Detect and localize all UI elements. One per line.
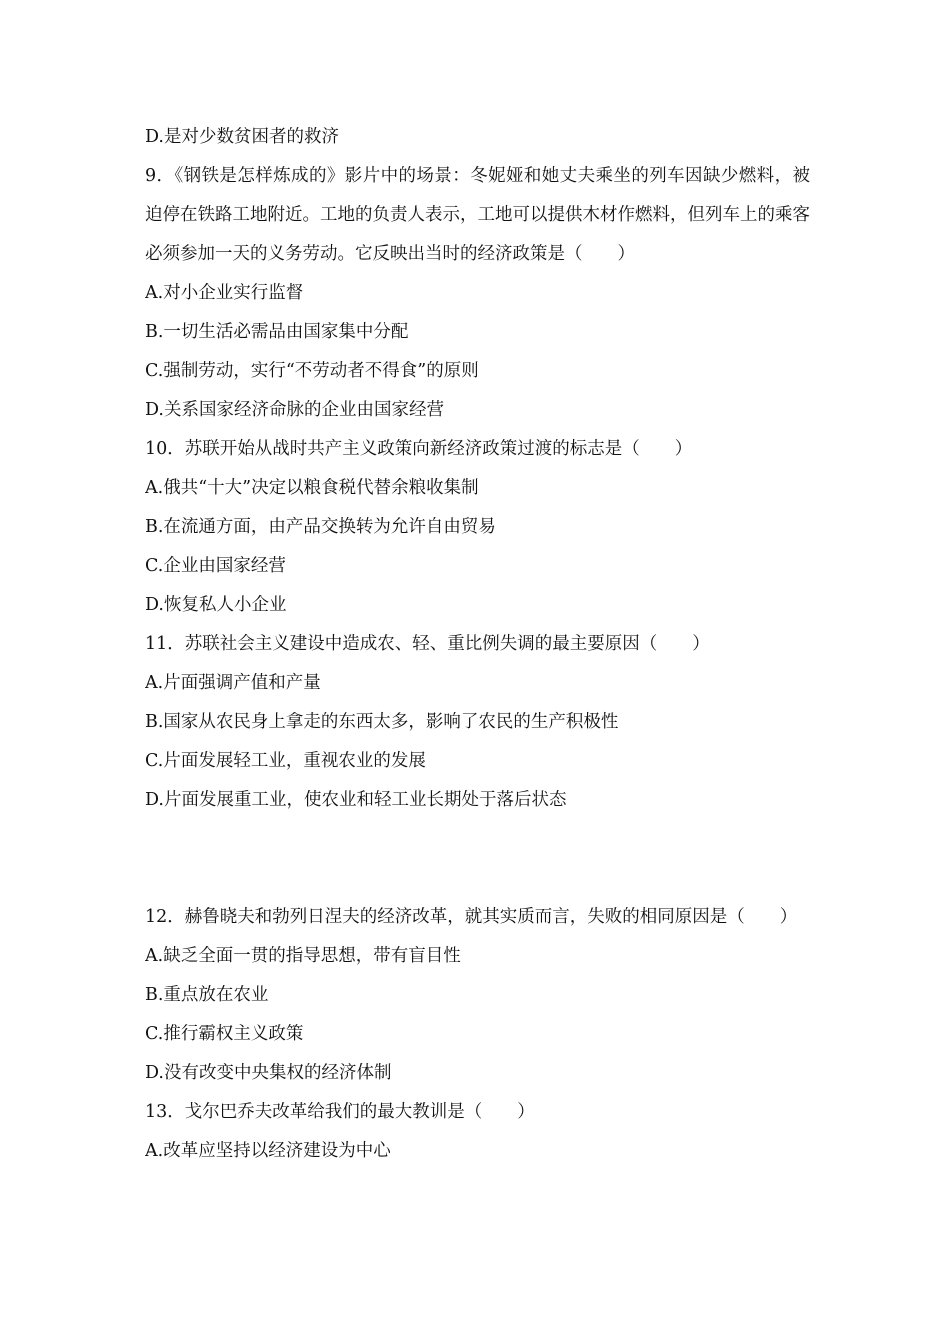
q10-option-b: B.在流通方面，由产品交换转为允许自由贸易 [145, 517, 496, 537]
q8-option-d: D.是对少数贫困者的救济 [145, 127, 339, 147]
q10-option-d: D.恢复私人小企业 [145, 595, 287, 615]
q12-option-c: C.推行霸权主义政策 [145, 1024, 304, 1044]
exam-page [145, 118, 810, 1171]
section-spacer [145, 820, 810, 898]
q12-stem: 12．赫鲁晓夫和勃列日涅夫的经济改革，就其实质而言，失败的相同原因是（ ） [145, 907, 798, 927]
q9-option-c: C.强制劳动，实行“不劳动者不得食”的原则 [145, 361, 479, 381]
q11-option-a: A.片面强调产值和产量 [145, 673, 321, 693]
q13-option-a: A.改革应坚持以经济建设为中心 [145, 1141, 391, 1161]
q12-option-d: D.没有改变中央集权的经济体制 [145, 1063, 392, 1083]
q9-option-d: D.关系国家经济命脉的企业由国家经营 [145, 400, 444, 420]
q13-stem: 13．戈尔巴乔夫改革给我们的最大教训是（ ） [145, 1102, 535, 1122]
q10-option-a: A.俄共“十大”决定以粮食税代替余粮收集制 [145, 478, 479, 498]
q9-stem: 9．《钢铁是怎样炼成的》影片中的场景：冬妮娅和她丈夫乘坐的列车因缺少燃料，被迫停在铁路工地附近。工地的负责人表示，工地可以提供木材作燃料，但列车上的乘客必须参加一天的义务劳动。它反映出当时的经济政策是（ ） [145, 166, 810, 264]
q10-option-c: C.企业由国家经营 [145, 556, 286, 576]
q11-option-b: B.国家从农民身上拿走的东西太多，影响了农民的生产积极性 [145, 712, 619, 732]
q9-option-b: B.一切生活必需品由国家集中分配 [145, 322, 409, 342]
q11-stem: 11．苏联社会主义建设中造成农、轻、重比例失调的最主要原因（ ） [145, 634, 710, 654]
q9-option-a: A.对小企业实行监督 [145, 283, 304, 303]
q12-option-a: A.缺乏全面一贯的指导思想，带有盲目性 [145, 946, 461, 966]
q11-option-c: C.片面发展轻工业，重视农业的发展 [145, 751, 426, 771]
q11-option-d: D.片面发展重工业，使农业和轻工业长期处于落后状态 [145, 790, 567, 810]
q10-stem: 10．苏联开始从战时共产主义政策向新经济政策过渡的标志是（ ） [145, 439, 693, 459]
q12-option-b: B.重点放在农业 [145, 985, 269, 1005]
